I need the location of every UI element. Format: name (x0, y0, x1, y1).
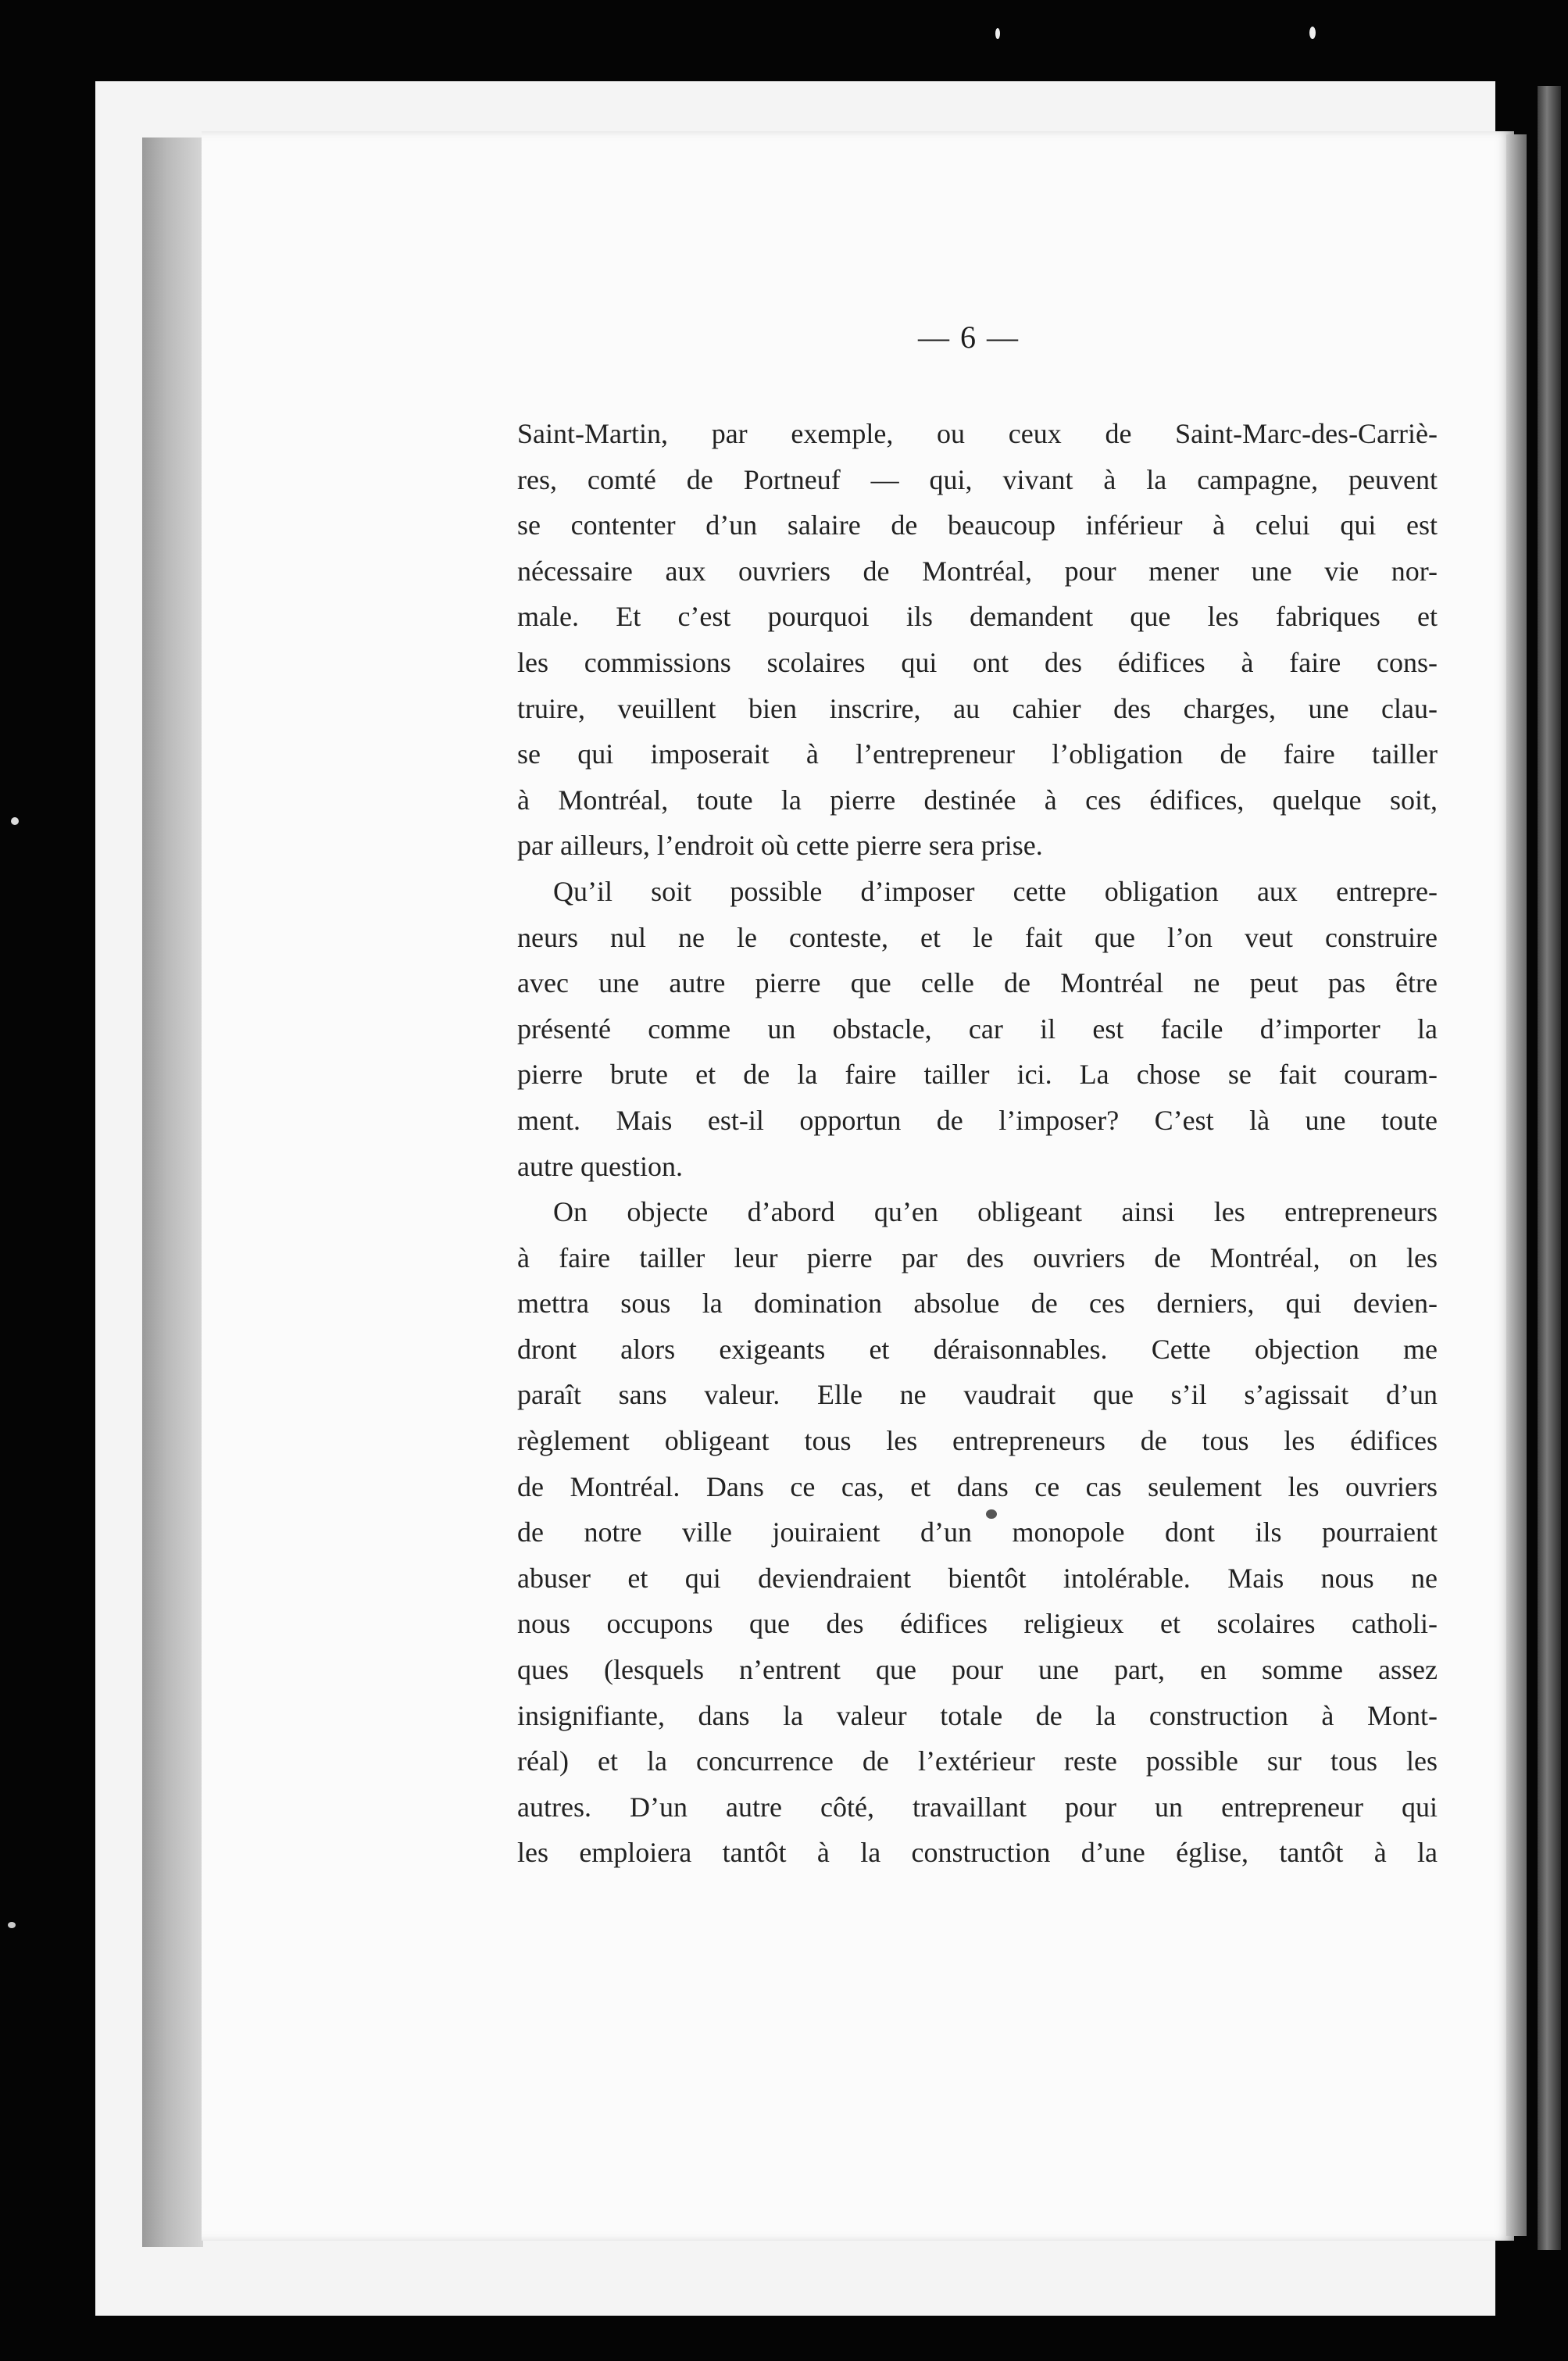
text-line: à Montréal, toute la pierre destinée à ces édifices, quelque soit, (517, 784, 1438, 816)
text-line: On objecte d’abord qu’en obligeant ainsi les entrepreneurs (553, 1196, 1438, 1228)
adjacent-page-edge (1538, 86, 1561, 2250)
text-line: insignifiante, dans la valeur totale de la construction à Mont- (517, 1699, 1438, 1731)
binding-shadow (142, 138, 203, 2247)
text-line: se qui imposerait à l’entrepreneur l’obligation de faire tailler (517, 738, 1438, 770)
page-number: — 6 — (918, 320, 1020, 355)
text-line: nous occupons que des édifices religieux et scolaires catholi- (517, 1608, 1438, 1640)
text-line: res, comté de Portneuf — qui, vivant à la campagne, peuvent (517, 463, 1438, 495)
text-line: règlement obligeant tous les entrepreneurs de tous les édifices (517, 1425, 1438, 1457)
text-line: pierre brute et de la faire tailler ici. La chose se fait couram- (517, 1059, 1438, 1091)
text-line: neurs nul ne le conteste, et le fait que l’on veut construire (517, 921, 1438, 953)
page-right-edge (1506, 134, 1527, 2236)
text-line: paraît sans valeur. Elle ne vaudrait que s’il s’agissait d’un (517, 1379, 1438, 1411)
text-line: de Montréal. Dans ce cas, et dans ce cas seulement les ouvriers (517, 1470, 1438, 1502)
text-line: male. Et c’est pourquoi ils demandent que les fabriques et (517, 601, 1438, 633)
dust-mark (11, 817, 19, 825)
text-line: avec une autre pierre que celle de Montréal ne peut pas être (517, 967, 1438, 999)
text-line: les commissions scolaires qui ont des édifices à faire cons- (517, 646, 1438, 678)
text-line: nécessaire aux ouvriers de Montréal, pour mener une vie nor- (517, 555, 1438, 587)
dust-mark (1309, 27, 1316, 39)
body-text (517, 411, 1438, 1876)
text-line: réal) et la concurrence de l’extérieur reste possible sur tous les (517, 1745, 1438, 1777)
text-line: abuser et qui deviendraient bientôt intolérable. Mais nous ne (517, 1562, 1438, 1594)
text-line: par ailleurs, l’endroit où cette pierre sera prise. (517, 830, 1043, 862)
text-line: truire, veuillent bien inscrire, au cahier des charges, une clau- (517, 692, 1438, 724)
text-line: dront alors exigeants et déraisonnables. Cette objection me (517, 1333, 1438, 1365)
text-line: les emploiera tantôt à la construction d’une église, tantôt à la (517, 1837, 1438, 1869)
dust-mark (995, 28, 1000, 39)
text-line: Saint-Martin, par exemple, ou ceux de Saint-Marc-des-Carriè- (517, 418, 1438, 449)
text-line: se contenter d’un salaire de beaucoup inférieur à celui qui est (517, 509, 1438, 541)
text-line: ques (lesquels n’entrent que pour une part, en somme assez (517, 1654, 1438, 1686)
dust-mark (8, 1922, 16, 1928)
text-line: à faire tailler leur pierre par des ouvriers de Montréal, on les (517, 1241, 1438, 1273)
text-line: autre question. (517, 1150, 683, 1182)
text-line: autres. D’un autre côté, travaillant pour un entrepreneur qui (517, 1791, 1438, 1823)
text-line: Qu’il soit possible d’imposer cette obligation aux entrepre- (553, 875, 1438, 907)
text-line: de notre ville jouiraient d’un monopole dont ils pourraient (517, 1516, 1438, 1548)
text-line: ment. Mais est-il opportun de l’imposer? C’est là une toute (517, 1104, 1438, 1136)
text-line: présenté comme un obstacle, car il est facile d’importer la (517, 1013, 1438, 1045)
text-line: mettra sous la domination absolue de ces derniers, qui devien- (517, 1288, 1438, 1320)
